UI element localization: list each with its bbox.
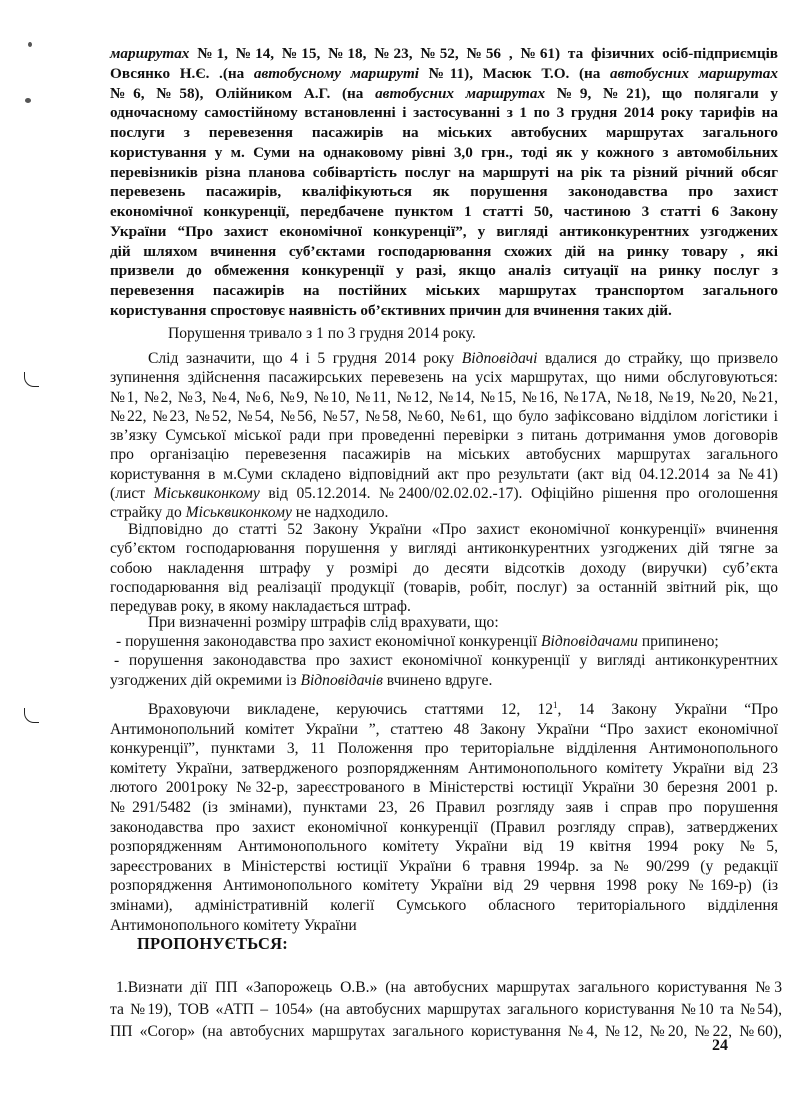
text-line: одночасному самостійному встановленні і застосуванні з 1 по 3 грудня 2014 року тарифів на <box>110 104 778 122</box>
punch-hole-mark <box>24 372 39 387</box>
text-line: розпорядження Антимонопольного комітету України від 29 червня 1998 року №169-р) (із <box>110 877 778 895</box>
text-line: Антимонопольного комітету України <box>110 916 357 934</box>
text-line: України “Про захист економічної конкуренції”, у вигляді антиконкурентних узгоджених <box>110 222 778 240</box>
text-line: собою накладення штрафу у розмірі до десяти відсотків доходу (виручки) суб’єкта <box>110 559 778 577</box>
scan-speck <box>25 98 31 103</box>
text-line: зареєстрованих в Міністерстві юстиції України 6 травня 1994р. за № 90/299 (у редакції <box>110 857 778 875</box>
text-line: розпорядженням Антимонопольного комітету України від 19 квітня 1994 року №5, <box>110 838 778 856</box>
paragraph-violation-summary <box>110 44 778 321</box>
text-line: страйку до Міськвиконкому не надходило. <box>110 504 389 522</box>
text-line: Антимонопольний комітет України ”, статтею 48 Закону України “Про захист економічної <box>110 720 778 738</box>
paragraph-strike <box>110 349 778 523</box>
text-line: суб’єктом господарювання порушення у вигляді антиконкурентних узгоджених дій тягне за <box>110 540 778 558</box>
text-line: зупинення здійснення пасажирських перевезень на усіх маршрутах, що ними обслуговуються: <box>110 369 778 387</box>
punch-hole-mark <box>24 708 39 723</box>
text-line: перевезень пасажирів, кваліфікуються як порушення законодавства про захист <box>110 183 778 201</box>
paragraph-fine-basis <box>110 520 778 616</box>
text-line: та №19), ТОВ «АТП – 1054» (на автобусних маршрутах загального користування №10 та №54), <box>110 1001 782 1018</box>
text-line: користування в м.Суми складено відповідний акт про результати (акт від 04.12.2014 за №41) <box>110 465 778 483</box>
text-line: господарювання від реалізації продукції (товарів, робіт, послуг) за останній звітний рік, що <box>110 578 778 596</box>
text-line: про організацію перевезення пасажирів на міських автобусних маршрутах загального <box>110 446 778 464</box>
section-heading: ПРОПОНУЄТЬСЯ: <box>137 934 288 953</box>
proposal-item-1 <box>110 977 782 1043</box>
page-number: 24 <box>712 1037 728 1054</box>
text-line: №1, №2, №3, №4, №6, №9, №10, №11, №12, №14, №15, №16, №17А, №18, №19, №20, №21, <box>110 388 778 406</box>
text-line: Слід зазначити, що 4 і 5 грудня 2014 року Відповідачі вдалися до страйку, що призвело <box>148 350 778 367</box>
text-line: Відповідно до статті 52 Закону України «Про захист економічної конкуренції» вчинення <box>128 521 778 538</box>
text-line: перевезення пасажирів на постійних міських маршрутах транспортом загального <box>110 282 778 299</box>
list-item: - порушення законодавства про захист економічної конкуренції Відповідачами припинено; <box>116 633 719 650</box>
text-line: користування у м. Суми на однаковому рівні 3,0 грн., тоді як у кожного з автомобільних <box>110 143 778 161</box>
text-line: Враховуючи викладене, керуючись статтями 12, $12^1$, 14 Закону України “Про <box>148 700 778 718</box>
text-line: зв’язку Сумської міської ради при проведенні перевірки з питань дотримання умов договорів <box>110 427 778 445</box>
fine-considerations-intro: При визначенні розміру штрафів слід врахувати, що: <box>148 614 499 631</box>
text-line: економічної конкуренції, передбачене пунктом 1 статті 50, частиною 3 статті 6 Закону <box>110 203 778 220</box>
text-line: №6, №58), Олійником А.Г. (на автобусних маршрутах №9, №21), що полягали у <box>110 84 779 102</box>
text-line: Овсянко Н.Є. .(на автобусному маршруті №11), Масюк Т.О. (на автобусних маршрутах <box>110 64 778 82</box>
text-line: перевізників різна планова собівартість послуг на маршруті на рік та різний річний обсяг <box>110 163 778 181</box>
text-line: ПП «Согор» (на автобусних маршрутах загального користування №4, №12, №20, №22, №60), <box>110 1023 782 1040</box>
text-line: лютого 2001року №32-р, зареєстрованого в Міністерстві юстиції України 30 березня 2001 р. <box>110 779 778 797</box>
text-line: комітету України, затвердженого розпорядженням Антимонопольного комітету України від 23 <box>110 759 778 777</box>
text-line: 1.Визнати дії ПП «Запорожець О.В.» (на автобусних маршрутах загального користування №3 <box>116 979 782 996</box>
text-line: маршрутах №1, №14, №15, №18, №23, №52, №56 , №61) та фізичних осіб-підприємців <box>110 45 778 62</box>
violation-period: Порушення тривало з 1 по 3 грудня 2014 року. <box>168 325 476 342</box>
text-line: (лист Міськвиконкому від 05.12.2014. №2400/02.02.02.-17). Офіційно рішення про оголошення <box>110 485 778 503</box>
text-line: користування спростовує наявність об’єктивних причин для вчинення таких дій. <box>110 301 672 319</box>
text-line: конкуренції”, пунктами 3, 11 Положення про територіальне відділення Антимонопольного <box>110 740 778 758</box>
list-item: узгоджених дій окремими із Відповідачів вчинено вдруге. <box>110 671 493 689</box>
text-line: №22, №23, №52, №54, №56, №57, №58, №60, №61, що було зафіксовано відділом логістики і <box>110 407 778 425</box>
text-line: дій шляхом вчинення суб’єктами господарювання схожих дій на ринку товару , які <box>110 242 778 260</box>
paragraph-legal-basis <box>110 700 778 935</box>
scan-speck <box>28 42 32 47</box>
text-line: призвели до обмеження конкуренції у разі, якщо аналіз ситуації на ринку послуг з <box>110 262 778 280</box>
text-line: №291/5482 (із змінами), пунктами 23, 26 Правил розгляду заяв і справ про порушення <box>110 798 778 816</box>
fine-considerations-list <box>110 632 778 690</box>
text-line: законодавства про захист економічної конкуренції (Правил розгляду справ), затверджених <box>110 818 778 836</box>
list-item: - порушення законодавства про захист економічної конкуренції у вигляді антиконкурентних <box>114 652 778 670</box>
text-line: послуги з перевезення пасажирів на міських автобусних маршрутах загального <box>110 124 778 141</box>
text-line: передував року, в якому накладається штраф. <box>110 598 411 616</box>
text-line: змінами), адміністративній колегії Сумського обласного територіального відділення <box>110 896 778 914</box>
